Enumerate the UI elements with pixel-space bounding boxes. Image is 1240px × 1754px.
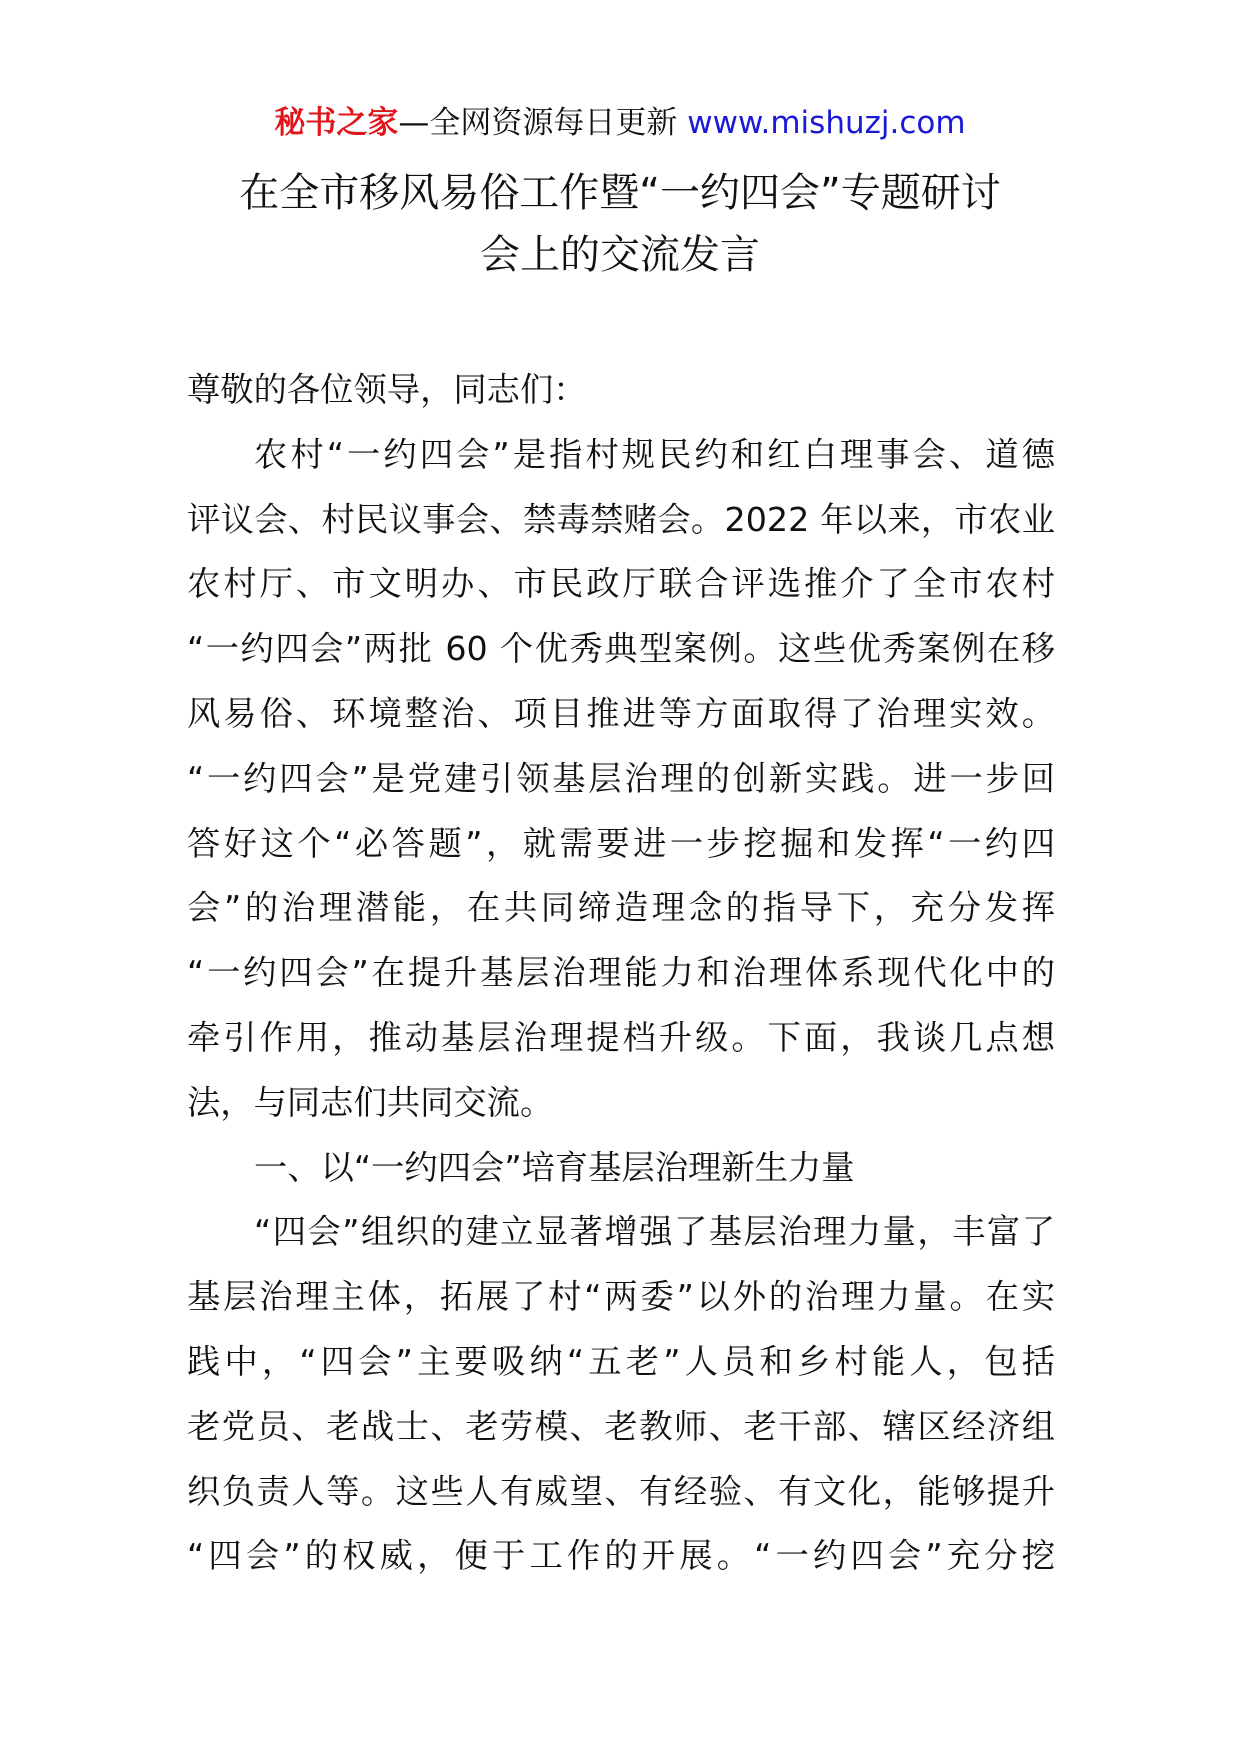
section-heading: 一、以“一约四会”培育基层治理新生力量 — [254, 1147, 855, 1187]
body-line: 织负责人等。这些人有威望、有经验、有文化，能够提升 — [187, 1471, 1055, 1511]
body-line: 践中，“四会”主要吸纳“五老”人员和乡村能人，包括 — [187, 1341, 1055, 1381]
body-line: 评议会、村民议事会、禁毒禁赌会。2022 年以来，市农业 — [187, 499, 1055, 539]
body-line: “一约四会”两批 60 个优秀典型案例。这些优秀案例在移 — [187, 629, 1055, 669]
body-line: “四会”的权威，便于工作的开展。“一约四会”充分挖 — [187, 1536, 1055, 1576]
brand-name: 秘书之家 — [274, 105, 399, 141]
body-line: 老党员、老战士、老劳模、老教师、老干部、辖区经济组 — [187, 1406, 1055, 1446]
body-line: 基层治理主体，拓展了村“两委”以外的治理力量。在实 — [187, 1277, 1055, 1317]
header-tagline: —全网资源每日更新 — [398, 105, 688, 141]
body-line: 风易俗、环境整治、项目推进等方面取得了治理实效。 — [187, 693, 1055, 733]
title-line-1: 在全市移风易俗工作暨“一约四会”专题研讨 — [239, 170, 1001, 216]
site-url-link[interactable]: www.mishuzj.com — [687, 105, 966, 141]
body-line: 农村厅、市文明办、市民政厅联合评选推介了全市农村 — [187, 564, 1055, 604]
body-line: 答好这个“必答题”，就需要进一步挖掘和发挥“一约四 — [187, 823, 1055, 863]
site-header-banner — [0, 100, 1240, 146]
body-line: “一约四会”在提升基层治理能力和治理体系现代化中的 — [187, 953, 1055, 993]
body-line: “一约四会”是党建引领基层治理的创新实践。进一步回 — [187, 758, 1055, 798]
document-body — [187, 358, 1055, 1589]
body-line: “四会”组织的建立显著增强了基层治理力量，丰富了 — [254, 1212, 1055, 1252]
document-title — [0, 162, 1240, 286]
body-line: 会”的治理潜能，在共同缔造理念的指导下，充分发挥 — [187, 888, 1055, 928]
body-line: 农村“一约四会”是指村规民约和红白理事会、道德 — [254, 434, 1055, 474]
title-line-2: 会上的交流发言 — [480, 232, 760, 278]
salutation: 尊敬的各位领导，同志们： — [187, 370, 587, 409]
body-line: 牵引作用，推动基层治理提档升级。下面，我谈几点想 — [187, 1017, 1055, 1057]
body-line: 法，与同志们共同交流。 — [187, 1082, 554, 1122]
